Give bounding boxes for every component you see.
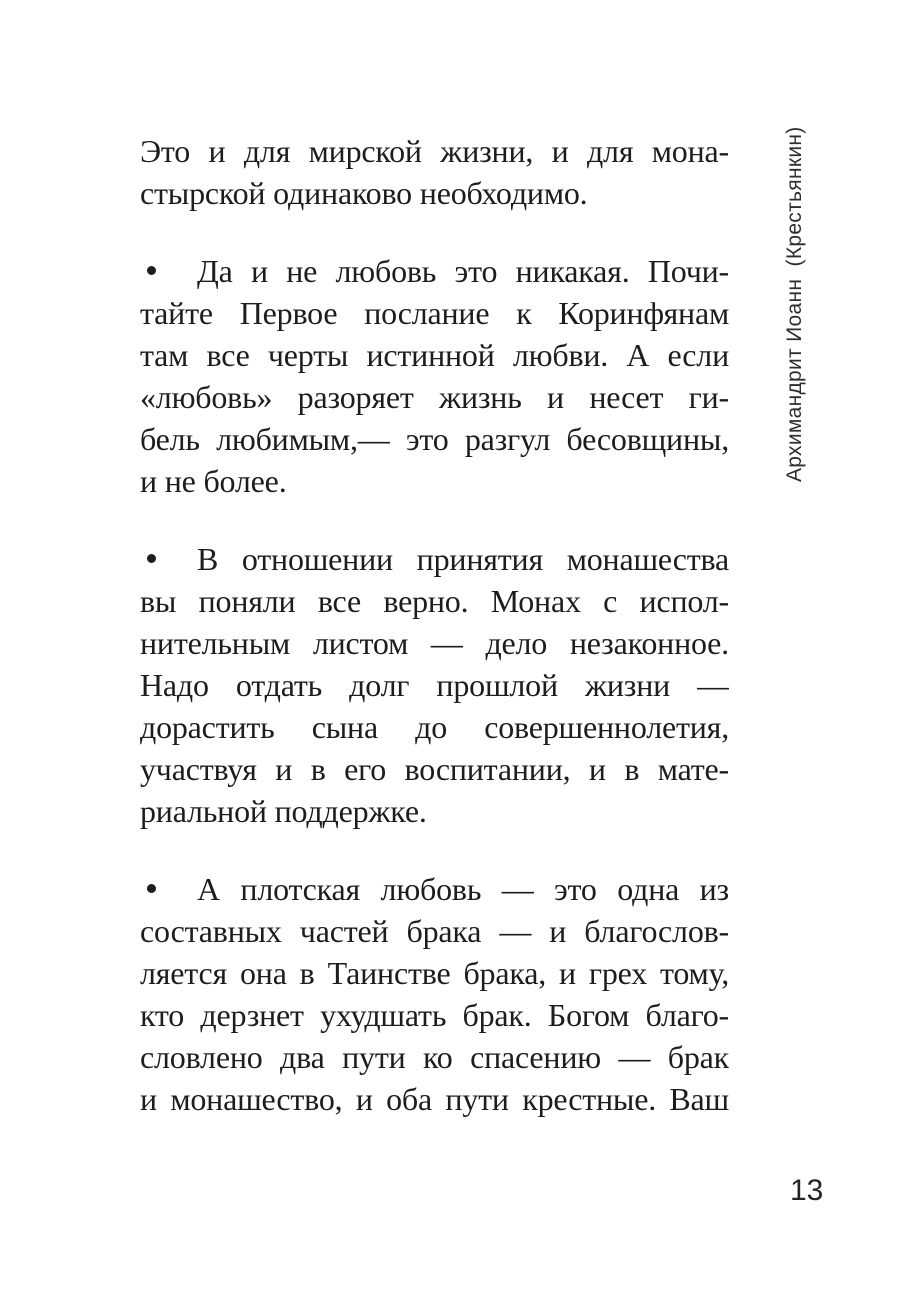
- bullet-icon: [147, 266, 156, 275]
- text-line: ляется она в Таинстве брака, и грех тому,: [140, 955, 729, 991]
- text-line: В отношении принятия монашества: [140, 538, 729, 580]
- paragraph: [140, 868, 729, 1120]
- text-line: кто дерзнет ухудшать брак. Богом благо-: [140, 997, 729, 1033]
- bullet-icon: [147, 884, 156, 893]
- text-line: дорастить сына до совершеннолетия,: [140, 709, 729, 745]
- text-line: А плотская любовь — это одна из: [140, 868, 729, 910]
- text-line: Надо отдать долг прошлой жизни —: [140, 667, 729, 703]
- text-line: нительным листом — дело незаконное.: [140, 625, 729, 661]
- paragraph: [140, 250, 729, 502]
- text-line: и монашество, и оба пути крестные. Ваш: [140, 1081, 729, 1117]
- text-line: Да и не любовь это никакая. Почи-: [140, 250, 729, 292]
- page-number: 13: [790, 1174, 824, 1207]
- text-line: тайте Первое послание к Коринфянам: [140, 295, 729, 331]
- text-line: бель любимым,— это разгул бесовщины,: [140, 421, 729, 457]
- text-line: участвуя и в его воспитании, и в мате-: [140, 751, 729, 787]
- sidebar-author-vertical-text: Архимандрит Иоанн (Крестьянкин): [783, 126, 806, 482]
- text-line: Это и для мирской жизни, и для мона-: [140, 133, 729, 169]
- page-text-block: [140, 130, 729, 1156]
- paragraph: [140, 538, 729, 832]
- text-line: стырской одинаково необходимо.: [140, 175, 588, 211]
- text-line: «любовь» разоряет жизнь и несет ги-: [140, 379, 729, 415]
- text-line: вы поняли все верно. Монах с испол-: [140, 583, 729, 619]
- text-line: риальной поддержке.: [140, 793, 427, 829]
- bullet-icon: [147, 554, 156, 563]
- text-line: и не более.: [140, 463, 287, 499]
- paragraph: [140, 130, 729, 214]
- text-line: словлено два пути ко спасению — брак: [140, 1039, 729, 1075]
- text-line: там все черты истинной любви. А если: [140, 337, 729, 373]
- text-line: составных частей брака — и благослов-: [140, 913, 729, 949]
